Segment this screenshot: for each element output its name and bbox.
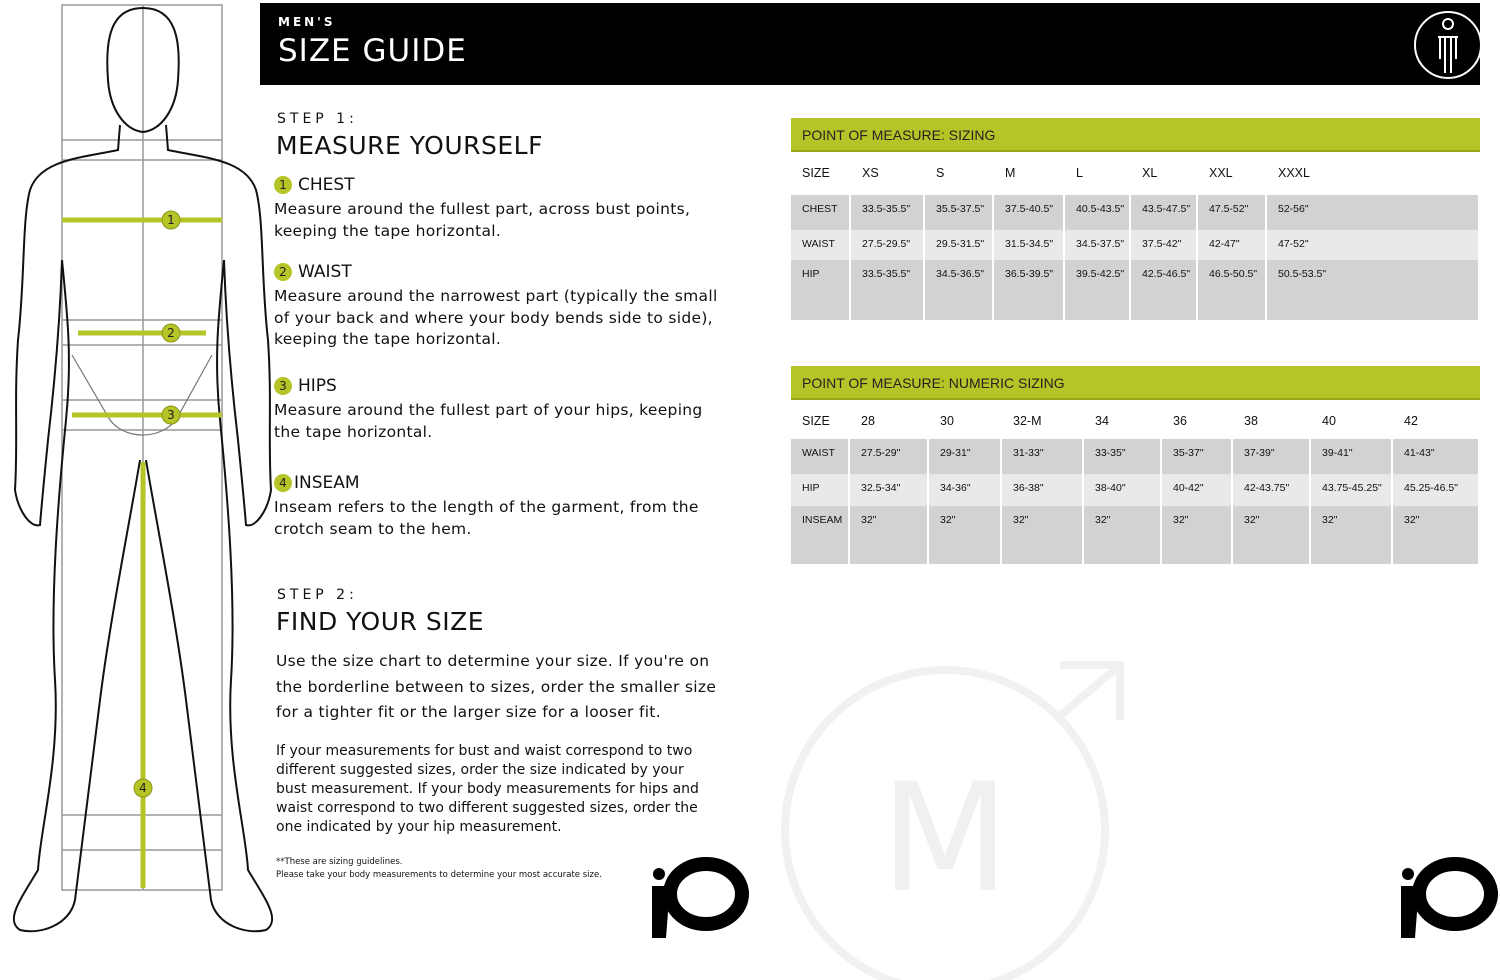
table-row xyxy=(791,230,1480,260)
marker-3: 3 xyxy=(167,408,175,422)
table-cell: 35-37" xyxy=(1162,439,1233,474)
table-row xyxy=(791,439,1480,474)
measure-text: Measure around the fullest part of your hips, keeping the tape horizontal. xyxy=(274,401,703,441)
table-cell: 35.5-37.5" xyxy=(925,195,994,230)
table-cell: 31-33" xyxy=(1002,439,1084,474)
header-banner xyxy=(260,3,1480,85)
table-cell: 38-40" xyxy=(1084,474,1162,506)
disclaimer-line: Please take your body measurements to determine your most accurate size. xyxy=(276,870,602,880)
table-cell: 31.5-34.5" xyxy=(994,230,1065,260)
step2-text: Use the size chart to determine your size. If you're on the borderline between to sizes, order the smaller size for a tighter fit or the larger size for a looser fit. xyxy=(276,652,717,721)
measure-heading: WAIST xyxy=(298,262,352,282)
table-cell: 37.5-42" xyxy=(1131,230,1198,260)
column-header: SIZE xyxy=(802,166,830,180)
table-cell: 43.75-45.25" xyxy=(1311,474,1393,506)
table-cell: 32" xyxy=(1084,506,1162,564)
measure-text: Inseam refers to the length of the garment, from the crotch seam to the hem. xyxy=(274,498,699,538)
column-header: XXL xyxy=(1209,166,1233,180)
table-cell: 34.5-37.5" xyxy=(1065,230,1131,260)
table-cell: 42-47" xyxy=(1198,230,1267,260)
measure-text: Measure around the narrowest part (typically the small of your back and where your body bends side to side), keeping the tape horizontal. xyxy=(274,287,718,348)
table-cell: 47-52" xyxy=(1267,230,1480,260)
disclaimer-line: **These are sizing guidelines. xyxy=(276,857,403,867)
male-symbol-watermark xyxy=(780,650,1140,980)
table-header-row xyxy=(791,152,1480,195)
table-row xyxy=(791,474,1480,506)
table-header-row xyxy=(791,400,1480,439)
sizing-table-title: POINT OF MEASURE: SIZING xyxy=(791,118,1480,152)
table-cell: 27.5-29" xyxy=(850,439,929,474)
table-cell: 33-35" xyxy=(1084,439,1162,474)
table-cell: 33.5-35.5" xyxy=(851,195,925,230)
brand-logo xyxy=(1393,856,1498,938)
column-header: XL xyxy=(1142,166,1158,180)
number-badge: 1 xyxy=(274,176,292,194)
row-label: INSEAM xyxy=(791,506,850,564)
number-badge: 2 xyxy=(274,263,292,281)
table-cell: 39-41" xyxy=(1311,439,1393,474)
table-row xyxy=(791,195,1480,230)
column-header: XXXL xyxy=(1278,166,1310,180)
person-icon xyxy=(1412,7,1482,79)
numeric-sizing-table xyxy=(791,366,1480,564)
table-cell: 46.5-50.5" xyxy=(1198,260,1267,320)
table-cell: 45.25-46.5" xyxy=(1393,474,1480,506)
table-cell: 37.5-40.5" xyxy=(994,195,1065,230)
table-cell: 43.5-47.5" xyxy=(1131,195,1198,230)
table-cell: 40-42" xyxy=(1162,474,1233,506)
column-header: 36 xyxy=(1173,414,1187,428)
number-badge: 3 xyxy=(274,377,292,395)
header-subtitle: MEN'S xyxy=(278,15,336,29)
table-cell: 36.5-39.5" xyxy=(994,260,1065,320)
table-cell: 33.5-35.5" xyxy=(851,260,925,320)
table-cell: 42-43.75" xyxy=(1233,474,1311,506)
table-cell: 29-31" xyxy=(929,439,1002,474)
marker-2: 2 xyxy=(167,326,175,340)
table-row xyxy=(791,260,1480,320)
table-cell: 27.5-29.5" xyxy=(851,230,925,260)
disclaimer xyxy=(276,856,602,882)
body-measurement-figure xyxy=(0,0,280,940)
column-header: SIZE xyxy=(802,414,830,428)
row-label: HIP xyxy=(791,260,851,320)
table-cell: 32" xyxy=(1002,506,1084,564)
table-cell: 32" xyxy=(1233,506,1311,564)
table-cell: 34-36" xyxy=(929,474,1002,506)
column-header: 42 xyxy=(1404,414,1418,428)
table-cell: 34.5-36.5" xyxy=(925,260,994,320)
table-cell: 40.5-43.5" xyxy=(1065,195,1131,230)
table-cell: 47.5-52" xyxy=(1198,195,1267,230)
row-label: WAIST xyxy=(791,230,851,260)
column-header: 38 xyxy=(1244,414,1258,428)
measure-heading: HIPS xyxy=(298,376,337,396)
table-cell: 36-38" xyxy=(1002,474,1084,506)
column-header: 34 xyxy=(1095,414,1109,428)
marker-4: 4 xyxy=(139,781,147,795)
table-cell: 32" xyxy=(1393,506,1480,564)
table-cell: 29.5-31.5" xyxy=(925,230,994,260)
table-cell: 32" xyxy=(850,506,929,564)
step2-title: FIND YOUR SIZE xyxy=(276,607,485,636)
table-cell: 32" xyxy=(1162,506,1233,564)
watermark-letter: M xyxy=(880,752,1010,926)
column-header: XS xyxy=(862,166,879,180)
table-cell: 41-43" xyxy=(1393,439,1480,474)
brand-logo xyxy=(644,856,749,938)
column-header: 32-M xyxy=(1013,414,1042,428)
table-cell: 39.5-42.5" xyxy=(1065,260,1131,320)
table-row xyxy=(791,506,1480,564)
table-cell: 32" xyxy=(929,506,1002,564)
step1-label: STEP 1: xyxy=(277,111,358,127)
marker-1: 1 xyxy=(167,213,175,227)
table-cell: 52-56" xyxy=(1267,195,1480,230)
table-cell: 32.5-34" xyxy=(850,474,929,506)
column-header: M xyxy=(1005,166,1016,180)
row-label: HIP xyxy=(791,474,850,506)
measure-chest xyxy=(274,175,734,242)
column-header: 40 xyxy=(1322,414,1336,428)
step1-title: MEASURE YOURSELF xyxy=(276,131,543,160)
row-label: CHEST xyxy=(791,195,851,230)
sizing-table xyxy=(791,118,1480,320)
table-cell: 37-39" xyxy=(1233,439,1311,474)
measure-waist xyxy=(274,262,724,351)
step2-label: STEP 2: xyxy=(277,587,358,603)
table-cell: 32" xyxy=(1311,506,1393,564)
column-header: 28 xyxy=(861,414,875,428)
column-header: L xyxy=(1076,166,1083,180)
row-label: WAIST xyxy=(791,439,850,474)
table-cell: 50.5-53.5" xyxy=(1267,260,1480,320)
column-header: S xyxy=(936,166,945,180)
measure-inseam xyxy=(274,473,714,540)
step2-text-secondary: If your measurements for bust and waist correspond to two different suggested sizes, order the size indicated by your bust measurement. If your body measurements for hips and waist correspond to two different suggested sizes, order the one indicated by your hip measurement. xyxy=(276,743,699,835)
measure-heading: INSEAM xyxy=(294,473,360,493)
measure-text: Measure around the fullest part, across bust points, keeping the tape horizontal. xyxy=(274,200,691,240)
table-cell: 42.5-46.5" xyxy=(1131,260,1198,320)
page-title: SIZE GUIDE xyxy=(278,33,467,69)
number-badge: 4 xyxy=(274,474,292,492)
measure-hips xyxy=(274,376,734,443)
column-header: 30 xyxy=(940,414,954,428)
measure-heading: CHEST xyxy=(298,175,355,195)
numeric-table-title: POINT OF MEASURE: NUMERIC SIZING xyxy=(791,366,1480,400)
